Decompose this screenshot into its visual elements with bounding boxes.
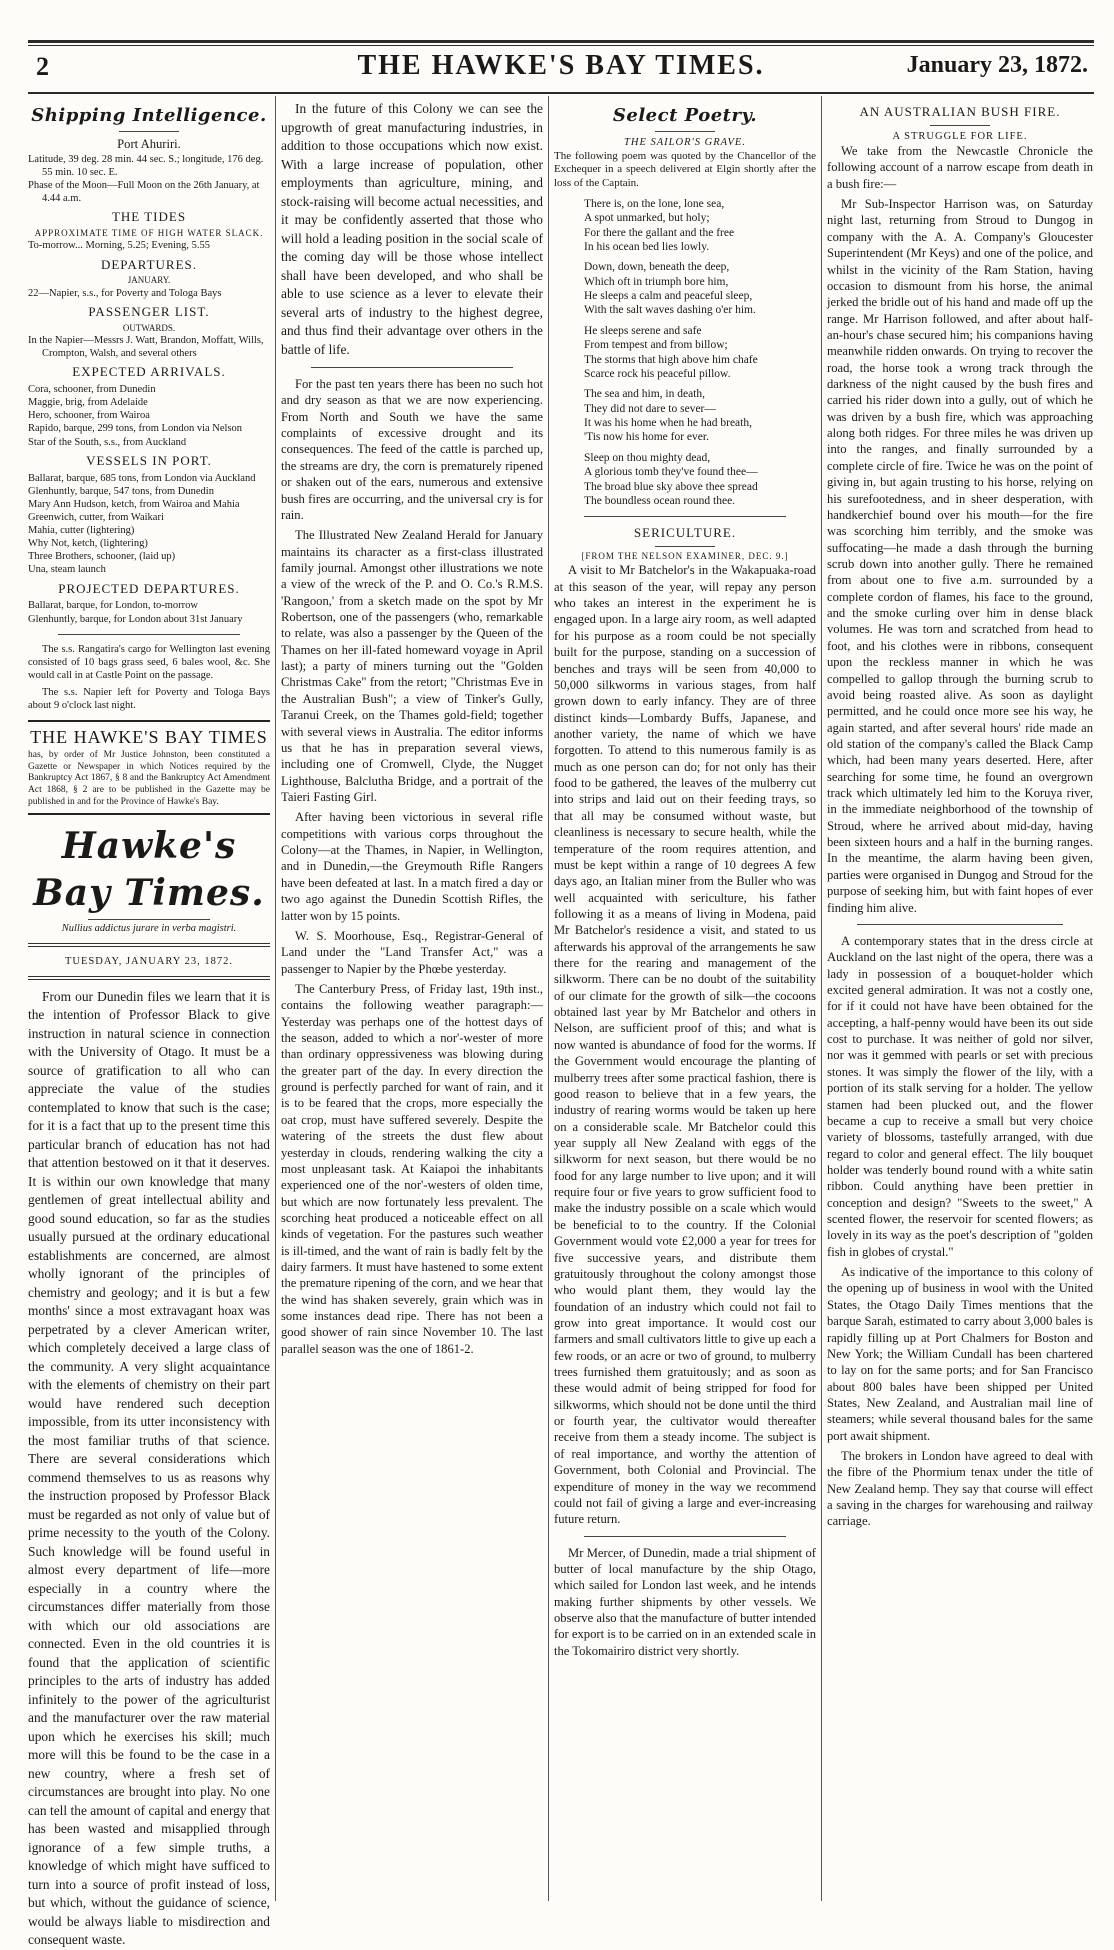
inport-item: Glenhuntly, barque, 547 tons, from Dunedin — [28, 485, 214, 497]
shipping-note: The s.s. Napier left for Poverty and Tologa Bays about 9 o'clock last night. — [28, 687, 270, 712]
departures-month: JANUARY. — [127, 275, 171, 286]
poem-line: A glorious tomb they've found thee— — [584, 466, 758, 479]
port-position: Latitude, 39 deg. 28 min. 44 sec. S.; longitude, 176 deg. 55 min. 10 sec. E. — [28, 153, 264, 178]
double-rule — [28, 976, 270, 980]
tides-heading: THE TIDES — [111, 209, 187, 225]
news-paragraph: W. S. Moorhouse, Esq., Registrar-General of Land under the "Land Transfer Act," was a passenger to Napier by the Phœbe yesterday. — [281, 928, 543, 976]
poem-stanza — [584, 260, 816, 318]
poem-intro: The following poem was quoted by the Chancellor of the Exchequer in a speech delivered at Elgin shortly after the loss of the Captain. — [554, 149, 816, 190]
bushfire-title: AN AUSTRALIAN BUSH FIRE. — [859, 104, 1061, 119]
news-paragraph: A contemporary states that in the dress circle at Auckland on the last night of the opera, there was a lady in possession of a bouquet-holder which excited general admiration. It was not a costly one, for if it could not have have been obtained for the accepting, a half-penny would have been its out side cost to purchase. It was neither of gold nor silver, nor was it gemmed with pearls or set with precious stones. It was simply the flower of the lily, with a portion of its stalk serving for a holder. The yellow stamen had been plucked out, and the flower became a cup to receive a small but very choice variety of blossoms, tastefully arranged, with due regard to color and general effect. The lily bouquet holder was tenderly bound round with a white satin ribbon. Could anything have been prettier in conception and design? "Sweets to the sweet," A scented flower, the reservoir for scented flowers; as lovely in its way as the poet's description of "golden fish in globes of crystal." — [827, 933, 1093, 1259]
editorial-paragraph: From our Dunedin files we learn that it is the intention of Professor Black to give instruction in natural science in connection with the University of Otago. It must be a source of gratification to all who can appreciate the value of the studies contemplated to know that such is the case; for it is a fact that up to the present time this particular branch of education has not had that attention bestowed on it that it deserves. It is within our own knowledge that many gentlemen of great intellectual ability and good sound education, so far as the studies usually pursued at the ordinary educational establishments are concerned, are almost wholly ignorant of the principles of chemistry and geology; and it is but a few months' since a most extravagant hoax was perpetrated by a clever American writer, which completely deceived a large class of the community. A very slight acquaintance with the elements of chemistry on their part would have rendered such deception impossible, from its utter inconsistency with the most familiar truths of that science. There are several considerations which commend themselves to us as reasons why the instruction proposed by Professor Black must be regarded as not only of value but of prime necessity to the youth of the Colony. Such knowledge will be found useful in almost every department of life—more especially in a country where the circumstances differ materially from those with which our old associations are connected. Even in the old countries it is found that the application of scientific principles to the arts of industry has added infinitely to the power of the agriculturist and the manufacturer over the raw material upon which he exercises his skill; much more will this be found to be the case in a new country, where a fresh set of circumstances are brought into play. No one can tell the amount of capital and energy that has been wasted and misapplied through ignorance of a few simple truths, a knowledge of which might have sufficed to turn into a source of profit instead of loss, but which, without the guidance of science, would be always liable to misdirection and consequent waste. — [28, 988, 270, 1948]
divider — [655, 131, 715, 132]
bushfire-subtitle: A STRUGGLE FOR LIFE. — [892, 130, 1028, 142]
double-rule — [28, 943, 270, 947]
column-divider — [821, 96, 822, 1901]
divider — [58, 634, 240, 635]
column-4 — [827, 100, 1093, 1901]
inport-item: Una, steam launch — [28, 564, 106, 576]
inport-item: Why Not, ketch, (lightering) — [28, 538, 148, 550]
projected-item: Ballarat, barque, for London, to-morrow — [28, 600, 198, 612]
poem-line: He sleeps a calm and peaceful sleep, — [584, 290, 753, 303]
header-rule — [28, 92, 1094, 94]
column-divider — [275, 96, 276, 1901]
expected-item: Hero, schooner, from Wairoa — [28, 410, 150, 422]
page-number: 2 — [36, 52, 49, 81]
poem-stanza — [584, 324, 816, 382]
sericulture-source: [FROM THE NELSON EXAMINER, DEC. 9.] — [581, 551, 789, 562]
passenger-text: In the Napier—Messrs J. Watt, Brandon, Moffatt, Wills, Crompton, Walsh, and several others — [28, 334, 264, 360]
poem-line: For there the gallant and the free — [584, 226, 735, 239]
news-paragraph: Mr Mercer, of Dunedin, made a trial shipment of butter of local manufacture by the ship Otago, which sailed for London last week, and he intends making further shipments by other vessels. We observe also that the manufacture of butter intended for export is to be carried on in an extended scale in the Tokomairiro district very shortly. — [554, 1545, 816, 1658]
poem-line: He sleeps serene and safe — [584, 324, 702, 337]
poem-line: 'Tis now his home for ever. — [584, 431, 709, 444]
moon-phase: Phase of the Moon—Full Moon on the 26th January, at 4.44 a.m. — [28, 180, 260, 205]
divider — [857, 924, 1063, 925]
divider — [311, 367, 513, 368]
divider — [584, 516, 786, 517]
poem-line: Sleep on thou mighty dead, — [584, 451, 711, 464]
poem-line: Which oft in triumph bore him, — [584, 275, 729, 288]
port-name: Port Ahuriri. — [117, 137, 181, 152]
issue-date: January 23, 1872. — [906, 52, 1088, 78]
poem-stanza — [584, 387, 816, 445]
poem-line: The broad blue sky above thee spread — [584, 480, 758, 493]
poem-line: With the salt waves dashing o'er him. — [584, 304, 756, 317]
inport-item: Mary Ann Hudson, ketch, from Wairoa and Mahia — [28, 498, 240, 510]
poetry-heading: Select Poetry. — [612, 105, 758, 126]
tides-subheading: APPROXIMATE TIME OF HIGH WATER SLACK. — [34, 228, 264, 239]
sericulture-paragraph: A visit to Mr Batchelor's in the Wakapuaka-road at this season of the year, will repay any person who takes an interest in the experiment he is engaged upon. In a large airy room, as well adapted for his purpose as a room could be not specially built for the purpose, standing on a succession of benches and trays will be seen from 40,000 to 50,000 silkworms in various stages, from half grown down to early infancy. They are of three distinct kinds—Lombardy Buffs, Japanese, and another variety, the name of which we have forgotten. To attend to this numerous family is as much as one person can do; for not only has their food to be gathered, the leaves of the mulberry cut into strips and laid out on their feeding trays, so that all may be consumed without waste, but cleanliness is necessary to secure health, while the temperature of the room requires attention, and must be kept within a range of 10 degrees A few days ago, an Italian miner from the Buller who was well acquainted with sericulture, his father following it as a means of living in Modena, paid Mr Batchelor's residence a visit, and stated to us afterwards his approval of the arrangements he saw there for the rearing and management of the silkworm. There can be no doubt of the suitability of our climate for the growth of silk—the cocoons obtained last year by Mr Batchelor and others in Nelson, are sufficient proof of this; and what is now wanted is abundance of food for the worms. If the Government would encourage the planting of mulberry trees after some practical fashion, there is good reason to believe that in a few years, the industry of rearing worms would be taken up here on a considerable scale. Mr Batchelor could this year supply all New Zealand with eggs of the silkworm for next season, but there would be no food for any large number to live upon; and it will require four or five years to grow sufficient food to make the industry possible on a scale which would be beneficial to to the country. If the Colonial Government would vote £2,000 a year for trees for five successive years, and distribute them gratuitously throughout the colony amongst those who would plant them, they would lay the foundation of an industry which could not fail to grow into great importance. It would cost our farmers and small cultivators little to give up each a few roods, or an acre or two of ground, to mulberry trees furnished them gratuitously; and as soon as these would admit of being stripped for food for silkworms, which should not be done until the third or fourth year, the cultivator would thereafter receive from them a steady income. The subject is of real importance, and worthy the attention of Government, both Colonial and Provincial. The expenditure of money in the way we recommend could not fail of giving a large and ever-increasing future return. — [554, 563, 816, 1527]
editorial-dateline: TUESDAY, JANUARY 23, 1872. — [65, 955, 233, 967]
editorial-masthead: Hawke's Bay Times. — [33, 825, 265, 914]
projected-item: Glenhuntly, barque, for London about 31st January — [28, 613, 243, 625]
bushfire-paragraph: Mr Sub-Inspector Harrison was, on Saturday night last, returning from Stroud to Dungog in company with the A. A. Company's Gloucester Superintendent (Mr Keys) and one of the police, and whilst in the vicinity of the Ram Station, having occasion to dismount from his horse, the animal jerked the bridle out of his hand and made off up the range. Mr Harrison followed, and after about half-an-hour's chase secured him; his companions having meanwhile ridden onwards. On trying to recover the road, the horse took a wrong track through the darkness of the night caused by the bush fires and carried his rider down into a gully, out of which he was driven by a bush fire, which was approaching along both ridges. For three miles he was driven up into the ranges, and finally surrounded by a complete circle of fire. Twice he was on the point of giving in, but again trusting to his horse, relying on his surefootedness, and in sheer desperation, with handkerchief bound over his mouth—for the fire was scorching him terribly, and the smoke was suffocating—he made a dash through the burning scrub down into another gully. There he remained from about one to five a.m. surrounded by a complete cordon of flames, his face to the ground, and the smoke curling over him in dense black volumes. He was torn and scratched from head to foot, and his clothes were in ribbons, consequent upon the reckless manner in which he was compelled to gallop through the burning scrub to avoid being roasted alive. As soon as daylight permitted, and he could once more see his way, he again started, and after several hours' ride made an old station of the company's called the Black Camp which, had been many years deserted. Here, after searching for some time, he found an overgrown track which ultimately led him to the Koruya river, in the immediate neighborhood of the township of Stroud, where he arrived about mid-day, having been sixteen hours and a half in the burning ranges. In the meantime, the alarm having been given, parties were organised in Dungog and Stroud for the purpose of seeking him, but with faint hopes of ever finding him alive. — [827, 197, 1093, 915]
gazette-notice — [28, 720, 270, 815]
expected-item: Rapido, barque, 299 tons, from London via Nelson — [28, 423, 243, 435]
poem-stanza — [584, 451, 816, 509]
shipping-note: The s.s. Rangatira's cargo for Wellington last evening consisted of 10 bags grass seed, 6 bales wool, &c. She would call in at Castle Point on the passage. — [28, 643, 270, 681]
sericulture-title: SERICULTURE. — [633, 525, 737, 541]
departures-heading: DEPARTURES. — [100, 256, 198, 272]
divider — [930, 125, 990, 126]
inport-heading: VESSELS IN PORT. — [86, 452, 212, 468]
poem-line: The boundless ocean round thee. — [584, 494, 736, 507]
newspaper-title: THE HAWKE'S BAY TIMES. — [357, 50, 765, 81]
news-paragraph: The brokers in London have agreed to deal with the fibre of the Phormium tenax under the title of New Zealand hemp. They say that course will effect a saving in the charges for warehousing and railway carriage. — [827, 1449, 1093, 1529]
column-divider — [548, 96, 549, 1901]
expected-item: Maggie, brig, from Adelaide — [28, 397, 148, 409]
news-paragraph: After having been victorious in several rifle competitions with various corps throughout the Colony—at the Thames, in Napier, in Wellington, and in Dunedin,—the Greymouth Rifle Rangers have been defeated at last. In a match fired a day or two ago against the Dunedin Scottish Rifles, the latter won by 15 points. — [281, 810, 543, 923]
divider — [88, 919, 210, 920]
poem-line: From tempest and from billow; — [584, 339, 728, 352]
column-1 — [28, 100, 270, 1948]
expected-item: Star of the South, s.s., from Auckland — [28, 436, 187, 448]
editorial-paragraph: In the future of this Colony we can see the upgrowth of great manufacturing industries, in addition to those occupations which now exist. With a large increase of population, other employments than agriculture, mining, and stock-raising will become actual necessities, and it may be confidently asserted that those who will hold a leading position in the social scale of the coming day will be those whose intellect shall have been developed, and who shall be able to use science as a lever to elevate their several arts of industry to the highest degree, and thus find their advantage over others in the battle of life. — [281, 101, 543, 357]
inport-item: Three Brothers, schooner, (laid up) — [28, 551, 176, 563]
inport-item: Mahia, cutter (lightering) — [28, 525, 135, 537]
poem-title: THE SAILOR'S GRAVE. — [624, 137, 746, 149]
poem-line: In his ocean bed lies lowly. — [584, 240, 710, 253]
expected-item: Cora, schooner, from Dunedin — [28, 384, 156, 396]
poem-line: A spot unmarked, but holy; — [584, 212, 710, 225]
news-paragraph: As indicative of the importance to this colony of the opening up of business in wool with the United States, the Otago Daily Times mentions that the barque Sarah, estimated to carry about 3,000 bales is rapidly filling up at Port Chalmers for Boston and New York; the William Cundall has been chartered to lay on for the same ports; and for San Francisco about 800 bales have been shipped per United States, New Zealand, and Australian mail line of steamers; while several thousand bales for the same port await shipment. — [827, 1265, 1093, 1443]
divider — [584, 1536, 786, 1537]
motto: Nullius addictus jurare in verba magistri. — [61, 922, 237, 934]
notice-text: has, by order of Mr Justice Johnston, been constituted a Gazette or Newspaper in which Notices required by the Bankruptcy Act 1867, § 8 and the Bankruptcy Act Amendment Act 1868, § 2 are to be published in the Gazette may be published in and for the Province of Hawke's Bay. — [28, 749, 270, 808]
inport-item: Greenwich, cutter, from Waikari — [28, 511, 164, 523]
column-2 — [281, 100, 543, 1901]
poem-line: They did not dare to sever— — [584, 402, 716, 415]
news-paragraph: The Illustrated New Zealand Herald for January maintains its character as a first-class illustrated family journal. Amongst other illustrations we note a view of the wreck of the P. and O. Co.'s R.M.S. 'Rangoon,' from a sketch made on the spot by Mr Robertson, one of the passengers (who, remarkable to relate, was also a passenger by the Queen of the Thames on her ill-fated homeward voyage in April last); a party of miners turning out the "Golden Christmas Cake" from the retort; "Christmas Eve in the Australian Bush"; a view of Tinker's Gully, Taranui Creek, on the Thames gold-field; together with several views in Australia. The editor informs us that he has in preparation several views, including one of Cromwell, Clyde, the Nugget Lighthouse, Balclutha Bridge, and a portrait of the Taieri Fasting Girl. — [281, 528, 543, 804]
news-paragraph: For the past ten years there has been no such hot and dry season as that we are now experiencing. From North and South we have the same complaints of excessive drought and its consequences. The feed of the cattle is parched up, the streams are dry, the corn is prematurely ripened or shaken out of the ears, numerous and extensive bush fires are occurring, and the universal cry is for rain. — [281, 377, 543, 522]
passenger-heading: PASSENGER LIST. — [88, 303, 210, 319]
tides-text: To-morrow... Morning, 5.25; Evening, 5.55 — [28, 240, 211, 252]
poem-line: There is, on the lone, lone sea, — [584, 197, 725, 210]
notice-title: THE HAWKE'S BAY TIMES — [30, 727, 268, 748]
poem-body — [554, 197, 816, 509]
poem-stanza — [584, 197, 816, 255]
departure-item: 22—Napier, s.s., for Poverty and Tologa Bays — [28, 287, 222, 299]
poem-line: The sea and him, in death, — [584, 388, 706, 401]
passenger-subheading: OUTWARDS. — [122, 322, 176, 333]
expected-heading: EXPECTED ARRIVALS. — [72, 364, 226, 380]
page-header — [28, 44, 1094, 90]
poem-line: The storms that high above him chafe — [584, 353, 758, 366]
poem-line: Down, down, beneath the deep, — [584, 261, 730, 274]
shipping-heading: Shipping Intelligence. — [31, 105, 267, 126]
poem-line: Scarce rock his peaceful pillow. — [584, 367, 731, 380]
projected-heading: PROJECTED DEPARTURES. — [58, 580, 240, 596]
bushfire-paragraph: We take from the Newcastle Chronicle the following account of a narrow escape from death in a bush fire:— — [827, 144, 1093, 191]
inport-item: Ballarat, barque, 685 tons, from London via Auckland — [28, 472, 256, 484]
top-rule — [28, 40, 1094, 43]
news-paragraph: The Canterbury Press, of Friday last, 19th inst., contains the following weather paragraph:—Yesterday was perhaps one of the hottest days of the season, added to which a nor'-wester of more than ordinary oppressiveness was blowing during the greater part of the day. In every direction the ground is perfectly parched for want of rain, and it is to be feared that the crops, more especially the oat crop, must have suffered severely. Despite the watering of the streets the dust flew about yesterday in clouds, rendering walking the city a most unpleasant task. At Kaiapoi the inhabitants experienced one of the nor'-westers of olden time, but which are now fortunately less prevalent. The scorching heat produced a noticeable effect on all kinds of vegetation. For the pastures such weather is ill-timed, and the want of rain is badly felt by the dairy farmers. It must have hastened to some extent the premature ripening of the corn, and we hear that the wind has shaken severely, grain which was in some instances dead ripe. There has not been a good shower of rain since November 10. The last parallel season was the one of 1861-2. — [281, 981, 543, 1356]
divider — [655, 546, 715, 547]
column-3 — [554, 100, 816, 1901]
divider — [119, 131, 179, 132]
poem-line: It was his home when he had breath, — [584, 417, 752, 430]
